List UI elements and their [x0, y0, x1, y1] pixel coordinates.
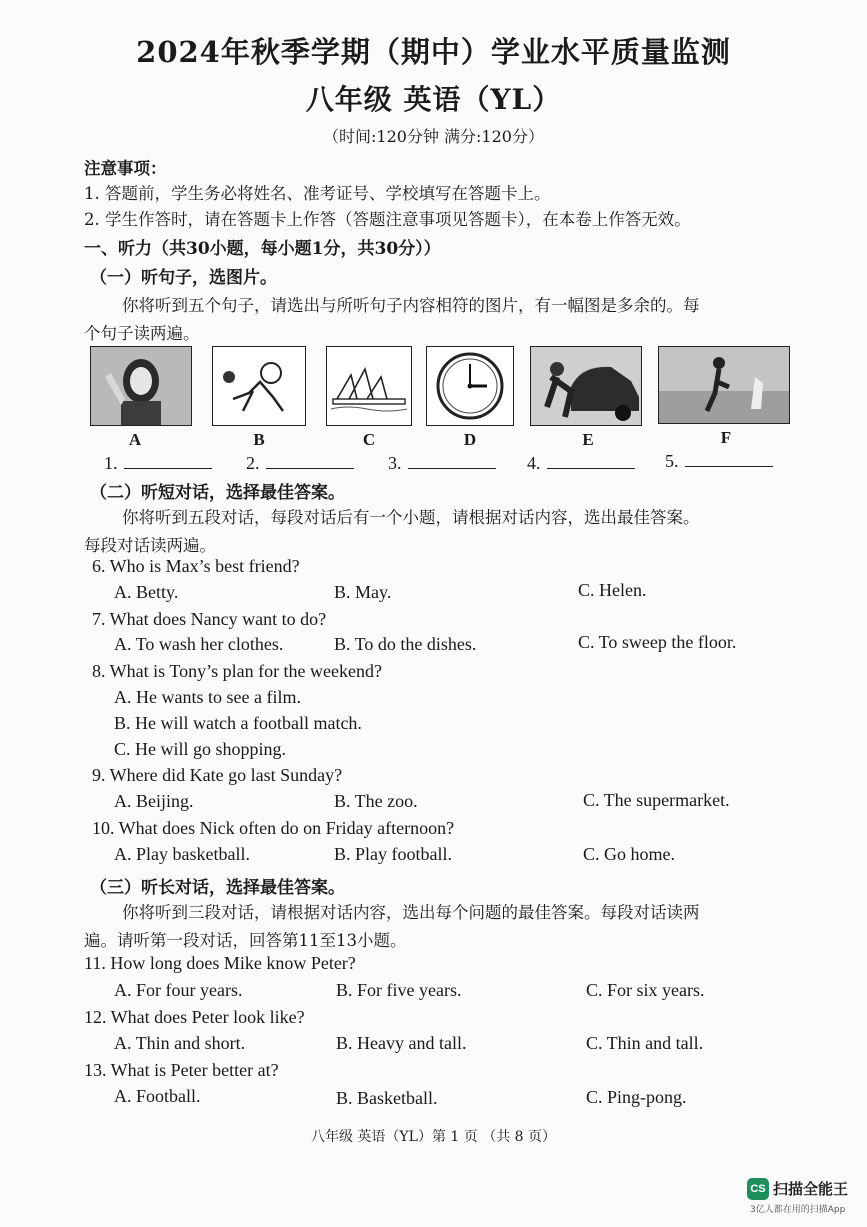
- camscanner-logo-icon: CS: [747, 1178, 769, 1200]
- blank-number: 4.: [527, 453, 541, 473]
- q7-option-a[interactable]: A. To wash her clothes.: [114, 634, 284, 654]
- answer-blank-2[interactable]: [246, 453, 354, 474]
- picture-label-d: D: [463, 430, 477, 449]
- q13-option-c[interactable]: C. Ping-pong.: [586, 1087, 687, 1107]
- answer-blank-1[interactable]: [104, 453, 212, 474]
- q13-option-a[interactable]: A. Football.: [114, 1086, 201, 1106]
- blank-number: 1.: [104, 453, 118, 473]
- notice-item-1: 1. 答题前，学生务必将姓名、准考证号、学校填写在答题卡上。: [84, 184, 551, 203]
- picture-label-c: C: [362, 430, 376, 449]
- picture-label-a: A: [128, 430, 142, 449]
- watermark-app-name: 扫描全能王: [773, 1180, 849, 1198]
- q6-option-c[interactable]: C. Helen.: [578, 580, 647, 600]
- answer-blank-5[interactable]: [665, 451, 773, 472]
- blank-number: 3.: [388, 453, 402, 473]
- q11-option-a[interactable]: A. For four years.: [114, 980, 243, 1000]
- watermark-tagline: 3亿人都在用的扫描App: [750, 1205, 846, 1215]
- blank-number: 5.: [665, 451, 679, 471]
- blank-line: [124, 453, 212, 469]
- blank-line: [408, 453, 496, 469]
- q9-option-a[interactable]: A. Beijing.: [114, 791, 194, 811]
- part3-instruction-line1: 你将听到三段对话，请根据对话内容，选出每个问题的最佳答案。每段对话读两: [122, 903, 700, 922]
- part1-instruction-line1: 你将听到五个句子，请选出与所听句子内容相符的图片，有一幅图是多余的。每: [122, 296, 700, 315]
- notice-heading: 注意事项：: [84, 159, 167, 178]
- q10-option-a[interactable]: A. Play basketball.: [114, 844, 250, 864]
- q8-option-b[interactable]: B. He will watch a football match.: [114, 713, 362, 733]
- q13-option-b[interactable]: B. Basketball.: [336, 1088, 438, 1108]
- q12-option-b[interactable]: B. Heavy and tall.: [336, 1033, 467, 1053]
- page-footer: 八年级 英语（YL）第 1 页 （共 8 页）: [310, 1129, 557, 1145]
- answer-blank-3[interactable]: [388, 453, 496, 474]
- q9-option-c[interactable]: C. The supermarket.: [583, 790, 730, 810]
- q12-option-c[interactable]: C. Thin and tall.: [586, 1033, 704, 1053]
- q11-option-c[interactable]: C. For six years.: [586, 980, 705, 1000]
- blank-line: [685, 451, 773, 467]
- q8-option-c[interactable]: C. He will go shopping.: [114, 739, 287, 759]
- part2-instruction-line2: 每段对话读两遍。: [84, 536, 216, 555]
- q9-option-b[interactable]: B. The zoo.: [334, 791, 418, 811]
- time-info: （时间:120分钟 满分:120分）: [323, 127, 544, 146]
- picture-e-man-washing-car: [530, 346, 642, 426]
- picture-label-b: B: [253, 430, 265, 449]
- question-9: 9. Where did Kate go last Sunday?: [92, 765, 343, 785]
- q12-option-a[interactable]: A. Thin and short.: [114, 1033, 246, 1053]
- part3-heading: （三）听长对话，选择最佳答案。: [90, 878, 345, 898]
- question-12: 12. What does Peter look like?: [84, 1007, 305, 1027]
- picture-f-people-planting: [658, 346, 790, 424]
- picture-label-e: E: [582, 430, 594, 449]
- part3-instruction-line2: 遍。请听第一段对话，回答第11至13小题。: [84, 931, 407, 950]
- part1-instruction-line2: 个句子读两遍。: [84, 324, 200, 343]
- q7-option-c[interactable]: C. To sweep the floor.: [578, 632, 737, 652]
- question-8: 8. What is Tony’s plan for the weekend?: [92, 661, 383, 681]
- blank-line: [547, 453, 635, 469]
- question-6: 6. Who is Max’s best friend?: [92, 556, 300, 576]
- part2-heading: （二）听短对话，选择最佳答案。: [90, 483, 345, 503]
- blank-line: [266, 453, 354, 469]
- question-10: 10. What does Nick often do on Friday afternoon?: [92, 818, 455, 838]
- answer-blank-4[interactable]: [527, 453, 635, 474]
- part1-heading: （一）听句子，选图片。: [90, 268, 277, 288]
- picture-label-f: F: [720, 428, 732, 447]
- exam-subtitle: 八年级 英语（YL）: [305, 83, 562, 116]
- q7-option-b[interactable]: B. To do the dishes.: [334, 634, 477, 654]
- question-13: 13. What is Peter better at?: [84, 1060, 279, 1080]
- exam-title: 2024年秋季学期（期中）学业水平质量监测: [136, 35, 731, 69]
- picture-c-opera-house: [326, 346, 412, 426]
- q8-option-a[interactable]: A. He wants to see a film.: [114, 687, 301, 707]
- q10-option-c[interactable]: C. Go home.: [583, 844, 675, 864]
- notice-item-2: 2. 学生作答时，请在答题卡上作答（答题注意事项见答题卡），在本卷上作答无效。: [84, 210, 691, 229]
- part2-instruction-line1: 你将听到五段对话，每段对话后有一个小题，请根据对话内容，选出最佳答案。: [122, 508, 700, 527]
- question-7: 7. What does Nancy want to do?: [92, 609, 327, 629]
- picture-d-clock: [426, 346, 514, 426]
- picture-a-girl-waving: [90, 346, 192, 426]
- q6-option-b[interactable]: B. May.: [334, 582, 392, 602]
- question-11: 11. How long does Mike know Peter?: [84, 953, 356, 973]
- picture-b-boy-kicking-ball: [212, 346, 306, 426]
- q6-option-a[interactable]: A. Betty.: [114, 582, 179, 602]
- blank-number: 2.: [246, 453, 260, 473]
- q10-option-b[interactable]: B. Play football.: [334, 844, 452, 864]
- section-listening-heading: 一、听力（共30小题，每小题1分，共30分））: [84, 239, 441, 259]
- q11-option-b[interactable]: B. For five years.: [336, 980, 462, 1000]
